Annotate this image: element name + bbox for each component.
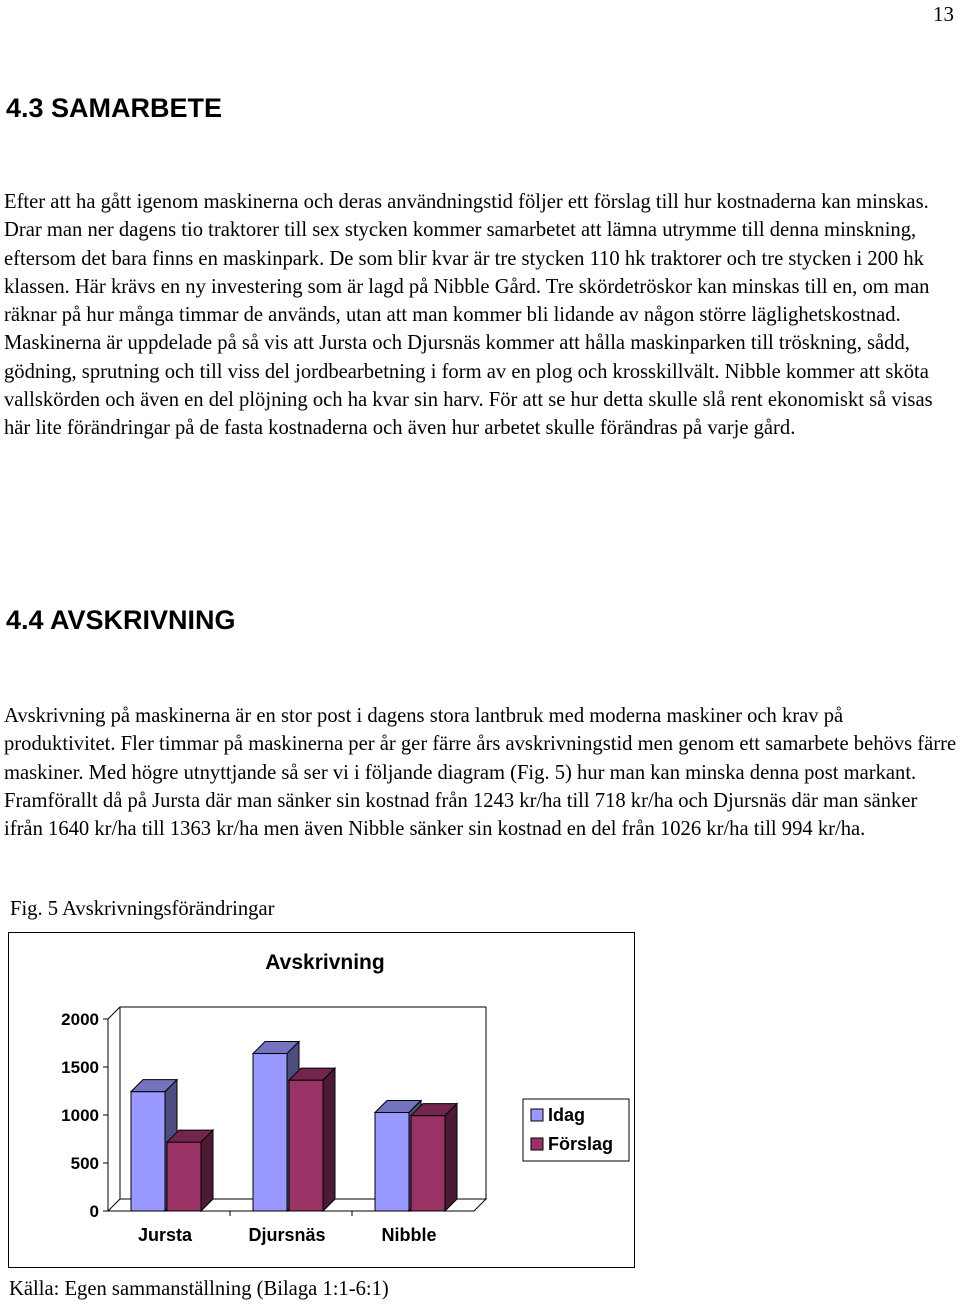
- x-tick-label: Djursnäs: [248, 1225, 326, 1245]
- section-heading-avskrivning: 4.4 AVSKRIVNING: [6, 605, 236, 635]
- paragraph-samarbete: Efter att ha gått igenom maskinerna och deras användningstid följer ett förslag till hur kostnaderna kan minskas. Drar man ner dagens tio traktorer till sex stycken kommer samarbetet att lämna utrymme till denna minskning, eftersom det bara finns en maskinpark. De som blir kvar är tre stycken 110 hk traktorer och tre stycken i 200 hk klassen. Här krävs en ny investering som är lagd på Nibble Gård. Tre skördetröskor kan minskas till en, om man räknar på hur många timmar de används, utan att man kommer bli lidande av någon större läglighetskostnad. Maskinerna är uppdelade på så vis att Jursta och Djursnäs kommer att hålla maskinparken till tröskning, sådd, gödning, sprutning och till viss del jordbearbetning i form av en plog och krosskillvält. Nibble kommer att sköta vallskörden och även en del plöjning och ha kvar sin harv. För att se hur detta skulle slå rent ekonomiskt så visas här lite förändringar på de fasta kostnaderna och även hur arbetet skulle förändras på varje gård.: [4, 191, 933, 440]
- figure-source: Källa: Egen sammanställning (Bilaga 1:1-6:1): [9, 1278, 389, 1300]
- bar-förslag-jursta: [167, 1130, 213, 1211]
- y-tick-label: 0: [89, 1202, 99, 1221]
- y-tick-label: 500: [70, 1154, 99, 1173]
- x-tick-label: Jursta: [137, 1225, 193, 1245]
- bar-förslag-djursnäs: [289, 1068, 335, 1211]
- chart-bars: [131, 1042, 457, 1211]
- bar-side: [445, 1104, 457, 1211]
- y-tick-label: 2000: [61, 1010, 99, 1029]
- figure-caption: Fig. 5 Avskrivningsförändringar: [10, 898, 275, 920]
- chart-frame: [8, 932, 635, 1268]
- bar-front: [131, 1092, 165, 1211]
- section-heading-samarbete: 4.3 SAMARBETE: [6, 93, 223, 123]
- bar-front: [289, 1080, 323, 1211]
- chart-title: Avskrivning: [265, 951, 385, 974]
- y-axis-top-edge: [108, 1007, 120, 1019]
- bar-förslag-nibble: [411, 1104, 457, 1211]
- x-tick-label: Nibble: [381, 1225, 437, 1245]
- legend-swatch-förslag: [531, 1138, 543, 1150]
- legend-label-idag: Idag: [548, 1105, 586, 1125]
- legend-swatch-idag: [531, 1109, 543, 1121]
- legend-label-förslag: Förslag: [548, 1134, 614, 1154]
- page-number: 13: [933, 2, 954, 26]
- bar-chart: [9, 933, 634, 1267]
- bar-side: [201, 1130, 213, 1211]
- y-tick-label: 1500: [61, 1058, 99, 1077]
- y-tick-label: 1000: [61, 1106, 99, 1125]
- bar-front: [411, 1116, 445, 1211]
- chart-legend: [523, 1099, 629, 1161]
- bar-front: [253, 1054, 287, 1211]
- paragraph-avskrivning: Avskrivning på maskinerna är en stor post i dagens stora lantbruk med moderna maskiner och krav på produktivitet. Fler timmar på maskinerna per år ger färre års avskrivningstid men genom ett samarbete behövs färre maskiner. Med högre utnyttjande så ser vi i följande diagram (Fig. 5) hur man kan minska denna post markant. Framförallt då på Jursta där man sänker sin kostnad från 1243 kr/ha till 718 kr/ha och Djursnäs där man sänker ifrån 1640 kr/ha till 1363 kr/ha men även Nibble sänker sin kostnad en del från 1026 kr/ha till 994 kr/ha.: [4, 705, 957, 841]
- bar-front: [375, 1113, 409, 1211]
- bar-side: [323, 1068, 335, 1211]
- bar-front: [167, 1142, 201, 1211]
